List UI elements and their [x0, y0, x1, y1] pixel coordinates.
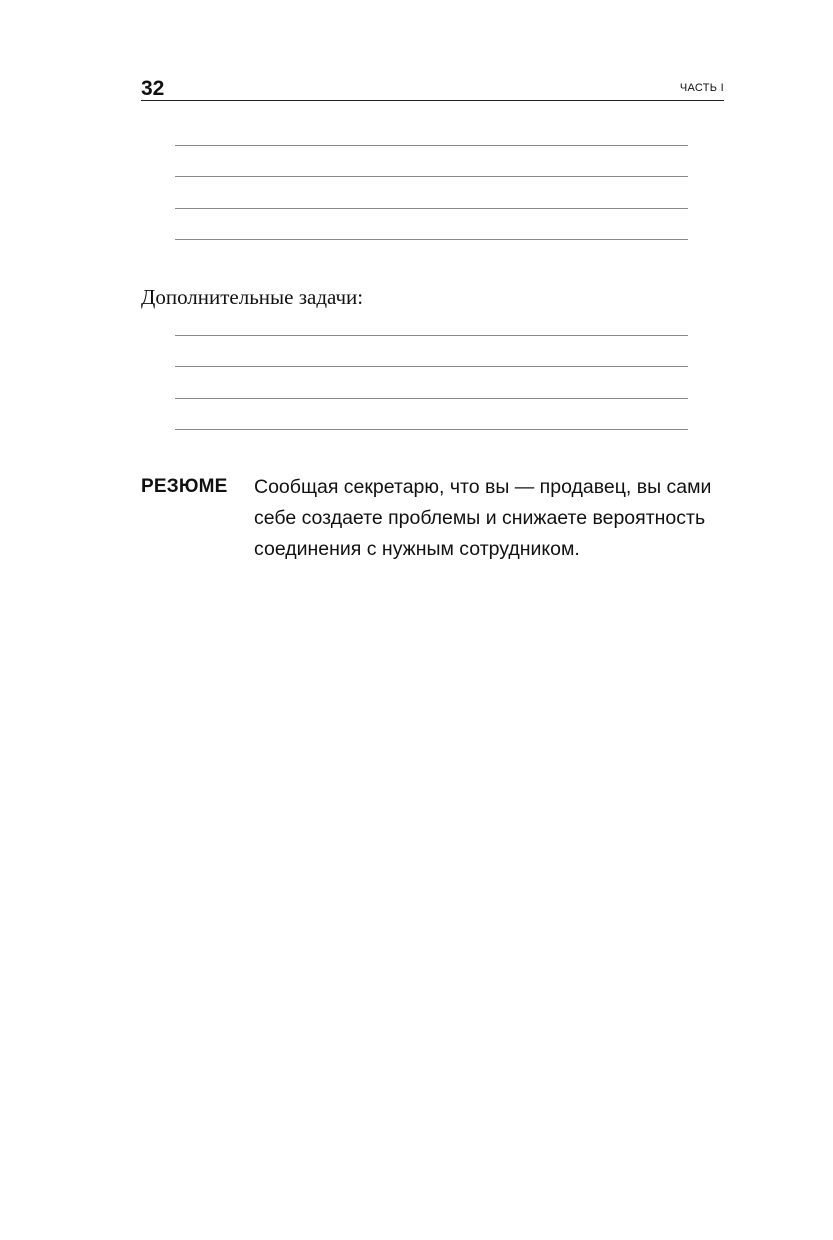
running-head: ЧАСТЬ I	[679, 82, 724, 94]
additional-tasks-label: Дополнительные задачи:	[141, 285, 364, 309]
summary-label: РЕЗЮМЕ	[141, 476, 228, 497]
summary-text	[254, 472, 734, 565]
summary-line: себе создаете проблемы и снижаете вероятность	[254, 507, 706, 529]
blank-writing-line	[175, 336, 688, 368]
blank-writing-line	[175, 114, 688, 146]
blank-writing-line	[175, 146, 688, 178]
blank-lines-additional-tasks	[175, 304, 688, 430]
blank-writing-line	[175, 399, 688, 431]
blank-writing-line	[175, 367, 688, 399]
summary-line: Сообщая секретарю, что вы — продавец, вы сами	[254, 476, 712, 498]
blank-writing-line	[175, 304, 688, 336]
summary-line: соединения с нужным сотрудником.	[254, 538, 580, 560]
blank-writing-line	[175, 177, 688, 209]
blank-writing-line	[175, 209, 688, 241]
page-header	[141, 78, 724, 101]
page-number: 32	[141, 77, 165, 100]
blank-lines-top	[175, 114, 688, 240]
